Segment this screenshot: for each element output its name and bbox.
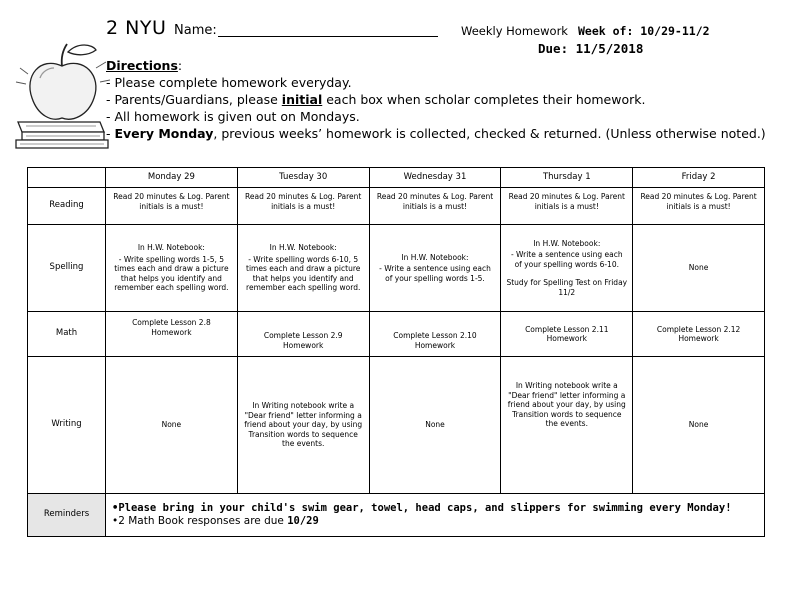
writing-tuesday-cell[interactable]: In Writing notebook write a "Dear friend" letter informing a friend about your day, by using Transition words to sequence the events. xyxy=(237,357,369,494)
directions-line-2-pre: - Parents/Guardians, please xyxy=(106,92,282,107)
day-header-wednesday: Wednesday 31 xyxy=(369,168,501,188)
directions-line-1: - Please complete homework everyday. xyxy=(106,75,352,90)
directions-initial-emphasis: initial xyxy=(281,92,323,107)
reading-monday-cell[interactable]: Read 20 minutes & Log. Parent initials is a must! xyxy=(106,188,238,225)
header-empty-cell xyxy=(28,168,106,188)
directions-line-3: - All homework is given out on Mondays. xyxy=(106,109,360,124)
spelling-thursday-cell[interactable] xyxy=(501,225,633,312)
directions-title-colon: : xyxy=(177,58,183,73)
table-row-spelling xyxy=(28,225,765,312)
writing-friday-cell[interactable]: None xyxy=(633,357,765,494)
row-label-math: Math xyxy=(28,312,106,357)
day-header-thursday: Thursday 1 xyxy=(501,168,633,188)
directions-title: Directions xyxy=(106,58,178,73)
spelling-tuesday-title: In H.W. Notebook: xyxy=(269,243,337,253)
math-tuesday-cell[interactable]: Complete Lesson 2.9 Homework xyxy=(237,312,369,357)
row-label-spelling: Spelling xyxy=(28,225,106,312)
spelling-monday-cell[interactable] xyxy=(106,225,238,312)
spelling-monday-text: - Write spelling words 1-5, 5 times each and draw a picture that helps you identify and remember each spelling word. xyxy=(114,254,229,293)
day-header-friday: Friday 2 xyxy=(633,168,765,188)
directions-every-monday-emphasis: Every Monday xyxy=(114,126,214,141)
due-date: Due: 11/5/2018 xyxy=(538,41,644,56)
spelling-thursday-title: In H.W. Notebook: xyxy=(533,238,601,248)
reminder-math-book xyxy=(112,515,758,528)
spelling-thursday-text: - Write a sentence using each of your spelling words 6-10. xyxy=(510,250,623,269)
math-monday-cell[interactable]: Complete Lesson 2.8 Homework xyxy=(106,312,238,357)
spelling-wednesday-cell[interactable] xyxy=(369,225,501,312)
table-row-math xyxy=(28,312,765,357)
row-label-reading: Reading xyxy=(28,188,106,225)
writing-thursday-cell[interactable]: In Writing notebook write a "Dear friend" letter informing a friend about your day, by using Transition words to sequence the events. xyxy=(501,357,633,494)
writing-wednesday-cell[interactable]: None xyxy=(369,357,501,494)
spelling-wednesday-title: In H.W. Notebook: xyxy=(401,252,469,262)
week-of-label: Week of: 10/29-11/2 xyxy=(578,24,710,38)
day-header-tuesday: Tuesday 30 xyxy=(237,168,369,188)
directions-line-4-post: , previous weeks’ homework is collected, checked & returned. (Unless otherwise noted.) xyxy=(213,126,766,141)
row-label-reminders: Reminders xyxy=(28,494,106,537)
spelling-wednesday-text: - Write a sentence using each of your spelling words 1-5. xyxy=(379,264,491,283)
spelling-test-note: Study for Spelling Test on Friday 11/2 xyxy=(506,278,628,297)
math-friday-cell[interactable]: Complete Lesson 2.12 Homework xyxy=(633,312,765,357)
table-row-reminders xyxy=(28,494,765,537)
reminder-math-book-date: 10/29 xyxy=(287,515,319,527)
table-row-reading xyxy=(28,188,765,225)
spelling-tuesday-cell[interactable] xyxy=(237,225,369,312)
homework-table xyxy=(27,167,765,537)
reading-friday-cell[interactable]: Read 20 minutes & Log. Parent initials is a must! xyxy=(633,188,765,225)
spelling-friday-cell[interactable]: None xyxy=(633,225,765,312)
directions-block xyxy=(106,57,790,142)
directions-line-4-pre: - xyxy=(106,126,115,141)
reading-wednesday-cell[interactable]: Read 20 minutes & Log. Parent initials is a must! xyxy=(369,188,501,225)
math-wednesday-cell[interactable]: Complete Lesson 2.10 Homework xyxy=(369,312,501,357)
reading-thursday-cell[interactable]: Read 20 minutes & Log. Parent initials is a must! xyxy=(501,188,633,225)
spelling-tuesday-text: - Write spelling words 6-10, 5 times each and draw a picture that helps you identify and remember each spelling word. xyxy=(246,254,361,293)
directions-line-2-post: each box when scholar completes their homework. xyxy=(322,92,646,107)
apple-on-books-illustration xyxy=(12,38,115,150)
reminder-math-book-text: •2 Math Book responses are due xyxy=(112,515,288,527)
directions-heading xyxy=(106,57,790,74)
reminders-cell xyxy=(106,494,765,537)
spelling-monday-title: In H.W. Notebook: xyxy=(137,243,205,253)
day-header-monday: Monday 29 xyxy=(106,168,238,188)
reminder-swim-gear: •Please bring in your child's swim gear, towel, head caps, and slippers for swimming every Monday! xyxy=(112,502,732,514)
table-row-writing xyxy=(28,357,765,494)
directions-line-4 xyxy=(106,125,790,142)
directions-line-2 xyxy=(106,91,790,108)
reading-tuesday-cell[interactable]: Read 20 minutes & Log. Parent initials is a must! xyxy=(237,188,369,225)
row-label-writing: Writing xyxy=(28,357,106,494)
math-thursday-cell[interactable]: Complete Lesson 2.11 Homework xyxy=(501,312,633,357)
table-header-row xyxy=(28,168,765,188)
name-label: Name: xyxy=(174,23,217,38)
writing-monday-cell[interactable]: None xyxy=(106,357,238,494)
name-blank-line[interactable] xyxy=(218,36,438,37)
weekly-homework-label: Weekly Homework xyxy=(461,24,568,38)
class-name: 2 NYU xyxy=(106,17,167,39)
